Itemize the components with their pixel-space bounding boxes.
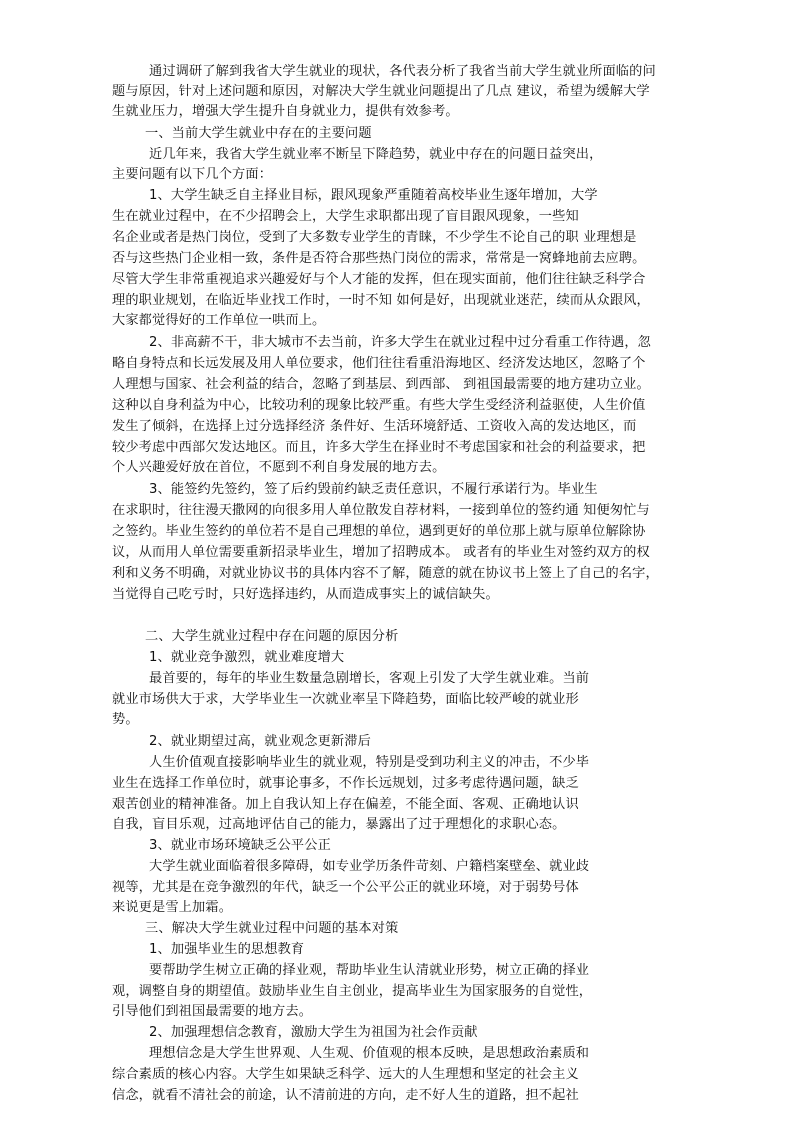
intro-line-1: 通过调研了解到我省大学生就业的现状，各代表分析了我省当前大学生就业所面临的问 — [149, 64, 656, 79]
paragraph-line: 势。 — [112, 712, 139, 727]
paragraph-line: 要帮助学生树立正确的择业观，帮助毕业生认清就业形势，树立正确的择业 — [149, 963, 590, 978]
point-1-line: 否与这些热门企业相一致，条件是否符合那些热门岗位的需求，常常是一窝蜂地前去应聘。 — [112, 251, 646, 266]
point-1-line: 大家都觉得好的工作单位一哄而上。 — [112, 313, 326, 328]
point-1-line: 理的职业规划，在临近毕业找工作时，一时不知 如何是好，出现就业迷茫，续而从众跟风， — [112, 293, 650, 308]
subheading: 2、加强理想信念教育，激励大学生为祖国为社会作贡献 — [149, 1025, 478, 1040]
paragraph-line: 自我，盲目乐观，过高地评估自己的能力，暴露出了过于理想化的求职心态。 — [112, 817, 566, 832]
paragraph-line: 业生在选择工作单位时，就事论事多，不作长远规划，过多考虑待遇问题，缺乏 — [112, 776, 579, 791]
paragraph-line: 来说更是雪上加霜。 — [112, 900, 233, 915]
point-3-line: 利和义务不明确，对就业协议书的具体内容不了解，随意的就在协议书上签上了自己的名字， — [112, 566, 659, 581]
point-2-line: 这种以自身利益为中心，比较功利的现象比较严重。有些大学生受经济利益驱使，人生价值 — [112, 398, 646, 413]
point-1-line: 1、大学生缺乏自主择业目标，跟风现象严重随着高校毕业生逐年增加，大学 — [149, 188, 598, 203]
paragraph-line: 大学生就业面临着很多障碍，如专业学历条件苛刻、户籍档案壁垒、就业歧 — [149, 859, 590, 874]
paragraph-line: 最首要的，每年的毕业生数量急剧增长，客观上引发了大学生就业难。当前 — [149, 671, 590, 686]
intro-line-3: 生就业压力，增强大学生提升自身就业力，提供有效参考。 — [112, 104, 459, 119]
paragraph-line: 主要问题有以下几个方面： — [112, 167, 273, 182]
point-2-line: 较少考虑中西部欠发达地区。而且，许多大学生在择业时不考虑国家和社会的利益要求，把 — [112, 440, 646, 455]
subheading: 2、就业期望过高，就业观念更新滞后 — [149, 734, 371, 749]
paragraph-line: 理想信念是大学生世界观、人生观、价值观的根本反映，是思想政治素质和 — [149, 1046, 590, 1061]
paragraph-line: 人生价值观直接影响毕业生的就业观，特别是受到功利主义的冲击，不少毕 — [149, 755, 590, 770]
point-3-line: 议，从而用人单位需要重新招录毕业生，增加了招聘成本。 或者有的毕业生对签约双方的权 — [112, 545, 650, 560]
paragraph-line: 引导他们到祖国最需要的地方去。 — [112, 1004, 313, 1019]
point-3-line: 之签约。毕业生签约的单位若不是自己理想的单位，遇到更好的单位那上就与原单位解除协 — [112, 524, 646, 539]
paragraph-line: 近几年来，我省大学生就业率不断呈下降趋势，就业中存在的问题日益突出， — [149, 147, 603, 162]
section-3-heading: 三、解决大学生就业过程中问题的基本对策 — [145, 921, 399, 936]
point-2-line: 2、非高薪不干，非大城市不去当前，许多大学生在就业过程中过分看重工作待遇，忽 — [149, 335, 652, 350]
section-1-heading: 一、当前大学生就业中存在的主要问题 — [145, 126, 372, 141]
paragraph-line: 综合素质的核心内容。大学生如果缺乏科学、远大的人生理想和坚定的社会主义 — [112, 1067, 579, 1082]
point-2-line: 个人兴趣爱好放在首位，不愿到不利自身发展的地方去。 — [112, 460, 446, 475]
paragraph-line: 信念，就看不清社会的前途，认不清前进的方向，走不好人生的道路，担不起社 — [112, 1088, 579, 1103]
intro-line-2: 题与原因，针对上述问题和原因，对解决大学生就业问题提出了几点 建议，希望为缓解大学 — [112, 84, 650, 99]
point-1-line: 名企业或者是热门岗位，受到了大多数专业学生的青睐，不少学生不论自己的职 业理想是 — [112, 230, 637, 245]
paragraph-line: 观，调整自身的期望值。鼓励毕业生自主创业，提高毕业生为国家服务的自觉性， — [112, 984, 593, 999]
paragraph-line: 就业市场供大于求，大学毕业生一次就业率呈下降趋势，面临比较严峻的就业形 — [112, 692, 579, 707]
point-2-line: 人理想与国家、社会利益的结合，忽略了到基层、到西部、 到祖国最需要的地方建功立业。 — [112, 377, 650, 392]
point-1-line: 生在就业过程中，在不少招聘会上，大学生求职都出现了盲目跟风现象，一些知 — [112, 209, 579, 224]
point-2-line: 略自身特点和长远发展及用人单位要求，他们往往看重沿海地区、经济发达地区，忽略了个 — [112, 356, 646, 371]
point-3-line: 在求职时，往往漫天撒网的向很多用人单位散发自荐材料，一接到单位的签约通 知便匆忙与 — [112, 503, 650, 518]
section-2-heading: 二、大学生就业过程中存在问题的原因分析 — [145, 629, 399, 644]
point-3-line: 当觉得自己吃亏时，只好选择违约，从而造成事实上的诚信缺失。 — [112, 587, 499, 602]
point-3-line: 3、能签约先签约，签了后约毁前约缺乏责任意识，不履行承诺行为。毕业生 — [149, 482, 598, 497]
subheading: 1、就业竞争激烈，就业难度增大 — [149, 650, 345, 665]
point-2-line: 发生了倾斜，在选择上过分选择经济 条件好、生活环境舒适、工资收入高的发达地区，而 — [112, 419, 637, 434]
paragraph-line: 艰苦创业的精神准备。加上自我认知上存在偏差，不能全面、客观、正确地认识 — [112, 797, 579, 812]
point-1-line: 尽管大学生非常重视追求兴趣爱好与个人才能的发挥，但在现实面前，他们往往缺乏科学合 — [112, 272, 646, 287]
subheading: 3、就业市场环境缺乏公平公正 — [149, 838, 331, 853]
paragraph-line: 视等，尤其是在竞争激烈的年代，缺乏一个公平公正的就业环境，对于弱势号体 — [112, 880, 579, 895]
subheading: 1、加强毕业生的思想教育 — [149, 942, 305, 957]
